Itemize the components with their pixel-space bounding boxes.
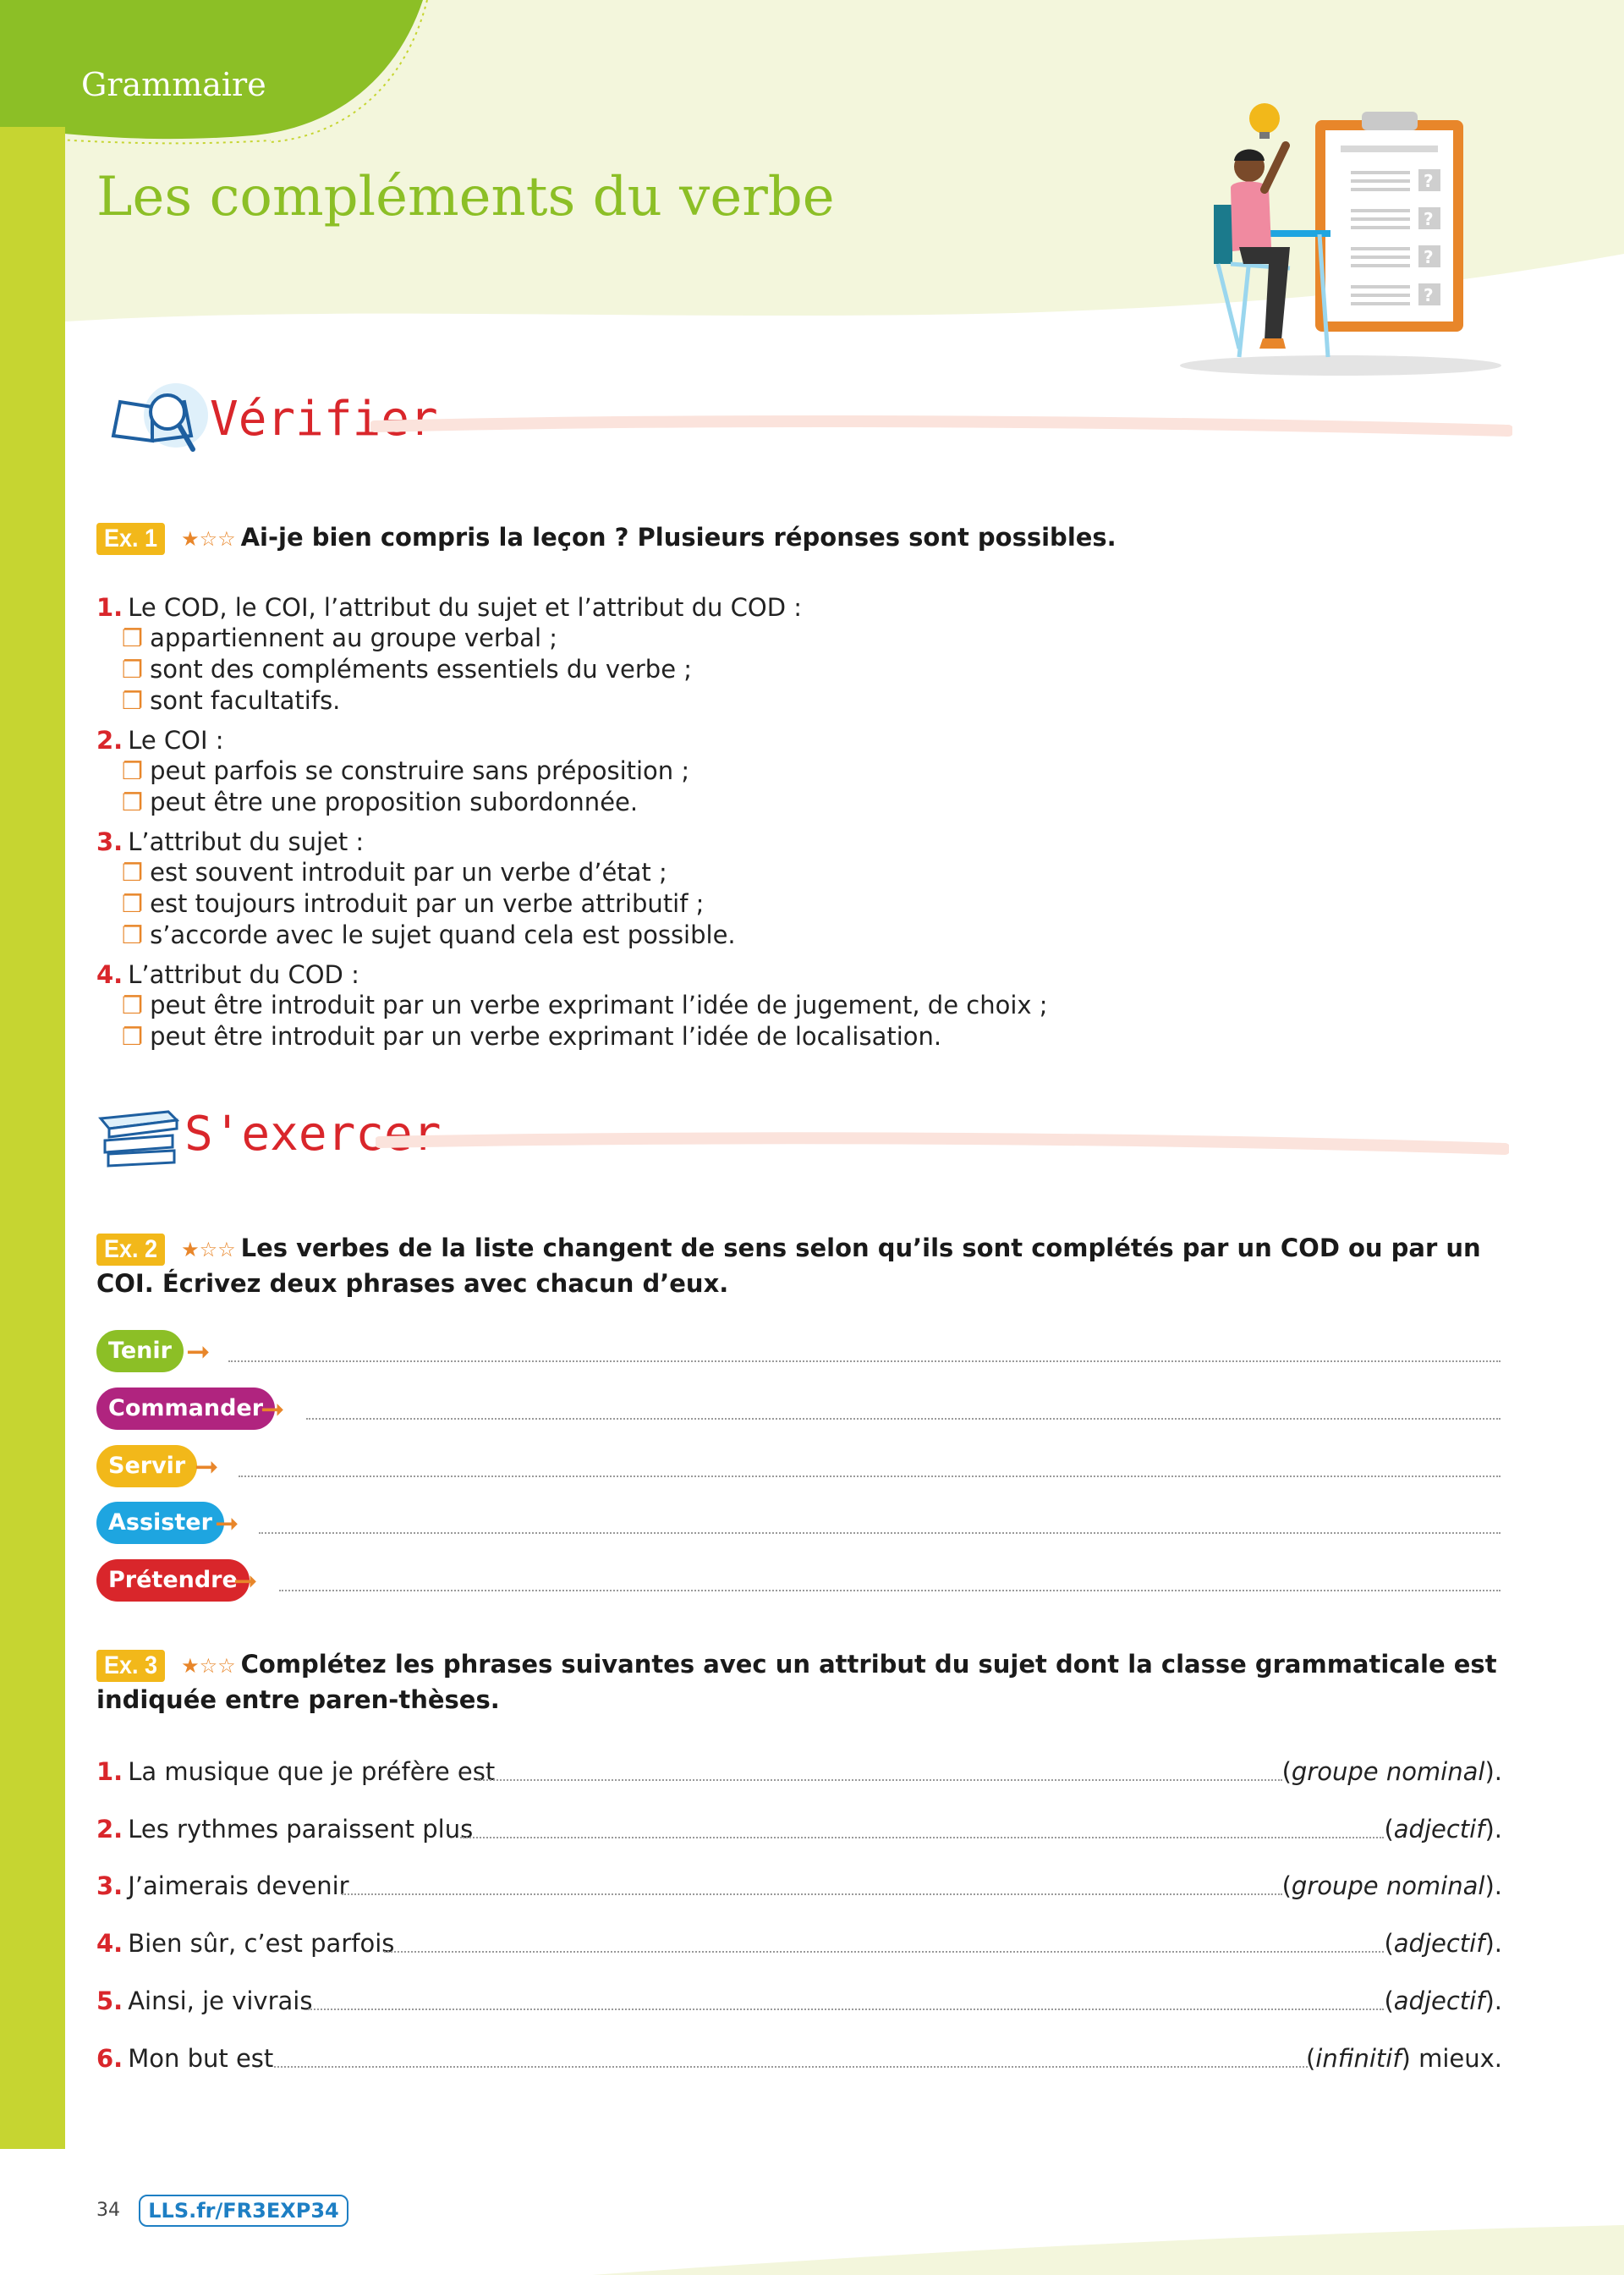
student-clipboard-illustration (1171, 95, 1510, 382)
checkbox-option[interactable]: ❐ peut être introduit par un verbe exprimant l’idée de jugement, de choix ; (122, 991, 1048, 1019)
arrow-right-icon: ➞ (233, 1564, 258, 1598)
svg-text:?: ? (1424, 247, 1434, 267)
checkbox-option[interactable]: ❐ peut être une proposition subordonnée. (122, 788, 639, 816)
verb-row-assister (96, 1502, 1501, 1546)
checkbox-icon: ❐ (122, 687, 144, 715)
ex1-instruction: Ai-je bien compris la leçon ? Plusieurs réponses sont possibles. (240, 523, 1116, 552)
checkbox-option[interactable]: ❐ est souvent introduit par un verbe d’état ; (122, 858, 667, 887)
checkbox-icon: ❐ (122, 890, 144, 918)
ex2-instruction: Les verbes de la liste changent de sens selon qu’ils sont complétés par un COD ou par un COI. Écrivez deux phrases avec chacun d’eux. (96, 1234, 1481, 1298)
answer-line[interactable] (259, 1532, 1501, 1534)
fill-row-2: 2. Les rythmes paraissent plus (adjectif). (96, 1815, 1502, 1844)
page-title: Les compléments du verbe (96, 166, 835, 228)
ex3-header (96, 1647, 1502, 1717)
answer-line[interactable] (306, 1418, 1501, 1420)
heading-underline (376, 1130, 1509, 1156)
answer-line[interactable] (239, 1475, 1501, 1477)
ex2-badge: Ex. 2 (96, 1234, 165, 1266)
verb-row-servir (96, 1445, 1501, 1489)
exercer-title: S'exercer (184, 1107, 442, 1162)
answer-line[interactable] (228, 1360, 1501, 1362)
verb-pill: Assister (96, 1502, 224, 1544)
difficulty-stars-icon: ★☆☆ (181, 1238, 236, 1261)
verifier-title: Vérifier (210, 392, 438, 447)
page-number: 34 (96, 2200, 120, 2221)
checkbox-icon: ❐ (122, 921, 144, 949)
checkbox-option[interactable]: ❐ s’accorde avec le sujet quand cela est possible. (122, 920, 736, 949)
fill-row-5: 5. Ainsi, je vivrais (adjectif). (96, 1987, 1502, 2015)
question-4: 4. L’attribut du COD : ❐ peut être introduit par un verbe exprimant l’idée de jugement, de choix ; ❐ peut être introduit par un verbe exprimant l’idée de localisation. (96, 959, 1281, 1052)
heading-underline (370, 414, 1512, 439)
left-sidebar-band (0, 127, 65, 2149)
answer-line[interactable] (342, 1893, 1282, 1895)
section-label: Grammaire (81, 66, 266, 103)
checkbox-icon: ❐ (122, 624, 144, 652)
exercer-heading (96, 1100, 1501, 1168)
ex1-badge: Ex. 1 (96, 523, 165, 555)
answer-line[interactable] (460, 1837, 1384, 1838)
svg-text:?: ? (1424, 285, 1434, 305)
ex2-header (96, 1231, 1502, 1300)
fill-row-3: 3. J’aimerais devenir (groupe nominal). (96, 1871, 1502, 1900)
checkbox-option[interactable]: ❐ peut être introduit par un verbe exprimant l’idée de localisation. (122, 1022, 942, 1051)
svg-text:?: ? (1424, 209, 1434, 229)
checkbox-icon: ❐ (122, 656, 144, 684)
arrow-right-icon: ➞ (261, 1393, 285, 1426)
verb-pill: Servir (96, 1445, 197, 1487)
question-3: 3. L’attribut du sujet : ❐ est souvent introduit par un verbe d’état ; ❐ est toujours introduit par un verbe attributif ; ❐ s’accorde avec le sujet quand cela est possible. (96, 827, 1281, 951)
answer-line[interactable] (384, 1951, 1384, 1953)
checkbox-icon: ❐ (122, 757, 144, 785)
ex1-questions (96, 592, 1281, 1061)
ex3-instruction: Complétez les phrases suivantes avec un attribut du sujet dont la classe grammaticale est indiquée entre paren-thèses. (96, 1650, 1497, 1714)
checkbox-option[interactable]: ❐ sont facultatifs. (122, 686, 341, 715)
difficulty-stars-icon: ★☆☆ (181, 527, 236, 551)
resource-link[interactable]: LLS.fr/FR3EXP34 (139, 2195, 348, 2227)
answer-line[interactable] (308, 2008, 1384, 2010)
verb-row-tenir (96, 1330, 1501, 1374)
arrow-right-icon: ➞ (195, 1450, 219, 1484)
verifier-heading (108, 385, 1512, 453)
checkbox-icon: ❐ (122, 859, 144, 887)
answer-line[interactable] (274, 2066, 1308, 2068)
fill-row-4: 4. Bien sûr, c’est parfois (adjectif). (96, 1929, 1502, 1958)
checkbox-icon: ❐ (122, 789, 144, 816)
fill-row-6: 6. Mon but est (infinitif) mieux. (96, 2044, 1502, 2073)
verb-pill: Prétendre (96, 1559, 250, 1602)
difficulty-stars-icon: ★☆☆ (181, 1654, 236, 1678)
arrow-right-icon: ➞ (186, 1335, 211, 1369)
fill-row-1: 1. La musique que je préfère est (groupe nominal). (96, 1757, 1502, 1786)
verb-row-pretendre (96, 1559, 1501, 1603)
checkbox-option[interactable]: ❐ peut parfois se construire sans préposition ; (122, 756, 690, 785)
checkbox-option[interactable]: ❐ appartiennent au groupe verbal ; (122, 624, 558, 652)
checkbox-option[interactable]: ❐ est toujours introduit par un verbe attributif ; (122, 889, 705, 918)
verb-row-commander (96, 1388, 1501, 1431)
checkbox-icon: ❐ (122, 1023, 144, 1051)
books-stack-icon (96, 1103, 181, 1171)
question-1: 1. Le COD, le COI, l’attribut du sujet et l’attribut du COD : ❐ appartiennent au groupe verbal ; ❐ sont des compléments essentiels du verbe ; ❐ sont facultatifs. (96, 592, 1281, 717)
magnifier-book-icon (108, 376, 210, 458)
ex3-badge: Ex. 3 (96, 1650, 165, 1682)
question-2: 2. Le COI : ❐ peut parfois se construire sans préposition ; ❐ peut être une proposition subordonnée. (96, 725, 1281, 818)
answer-line[interactable] (279, 1590, 1501, 1591)
verb-pill: Tenir (96, 1330, 184, 1372)
svg-text:?: ? (1424, 171, 1434, 191)
ex1-header (96, 520, 1502, 556)
checkbox-option[interactable]: ❐ sont des compléments essentiels du verbe ; (122, 655, 693, 684)
arrow-right-icon: ➞ (215, 1507, 239, 1541)
verb-pill: Commander (96, 1388, 275, 1430)
checkbox-icon: ❐ (122, 992, 144, 1019)
answer-line[interactable] (477, 1779, 1282, 1781)
